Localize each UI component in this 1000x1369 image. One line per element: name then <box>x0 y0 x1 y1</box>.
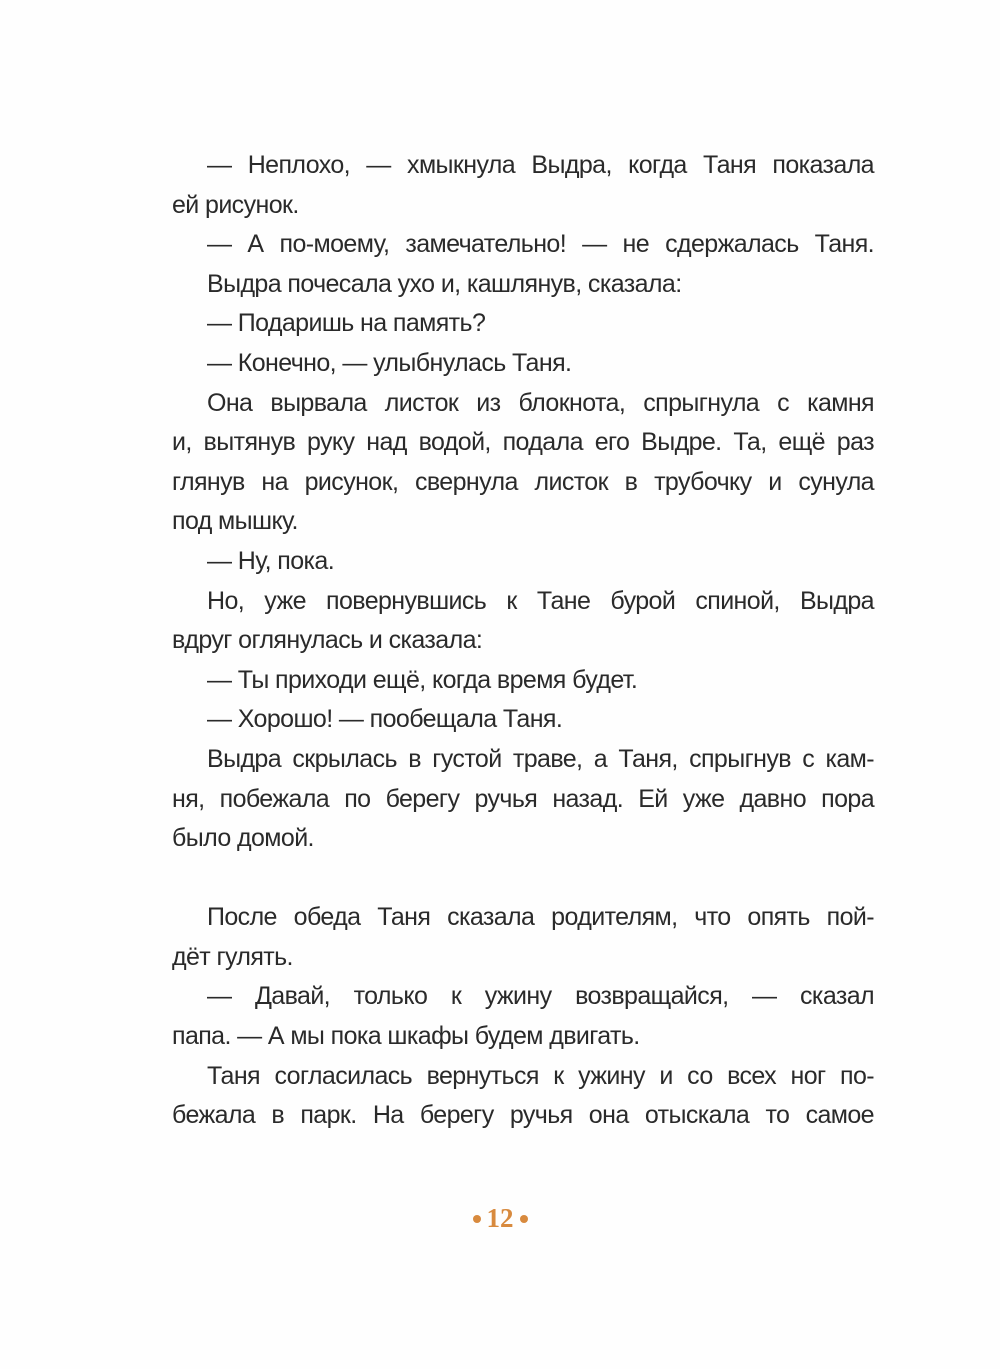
text-line: — Конечно, — улыбнулась Таня. <box>207 348 572 377</box>
paragraph <box>172 304 874 344</box>
body-text <box>172 146 874 1136</box>
text-line: ей рисунок. <box>172 190 299 219</box>
paragraph <box>172 740 874 859</box>
paragraph <box>172 661 874 701</box>
text-line: После обеда Таня сказала родителям, что опять пой- <box>207 903 874 932</box>
text-line: под мышку. <box>172 507 298 536</box>
text-line: — Хорошо! — пообещала Таня. <box>207 705 563 734</box>
text-line: — Ну, пока. <box>207 546 335 575</box>
text-line: глянув на рисунок, свернула листок в трубочку и сунула <box>172 467 874 496</box>
paragraph <box>172 582 874 661</box>
paragraph <box>172 384 874 542</box>
text-line: бежала в парк. На берегу ручья она отыскала то самое <box>172 1101 874 1130</box>
paragraph <box>172 344 874 384</box>
text-line: — Ты приходи ещё, когда время будет. <box>207 665 638 694</box>
text-line: — Давай, только к ужину возвращайся, — сказал <box>207 982 874 1011</box>
text-line: и, вытянув руку над водой, подала его Выдре. Та, ещё раз <box>172 428 874 457</box>
paragraph <box>172 146 874 225</box>
text-line: Таня согласилась вернуться к ужину и со всех ног по- <box>207 1061 874 1090</box>
text-line: было домой. <box>172 824 314 853</box>
page-number <box>0 1203 1000 1234</box>
text-line: — Неплохо, — хмыкнула Выдра, когда Таня показала <box>207 151 874 179</box>
paragraph <box>172 700 874 740</box>
bullet-icon <box>520 1215 528 1223</box>
paragraph <box>172 225 874 265</box>
page-number-value: 12 <box>486 1203 514 1233</box>
text-line: Она вырвала листок из блокнота, спрыгнула с камня <box>207 388 874 417</box>
text-line: папа. — А мы пока шкафы будем двигать. <box>172 1022 640 1051</box>
section-break <box>172 859 874 899</box>
text-line: дёт гулять. <box>172 942 293 971</box>
paragraph <box>172 898 874 977</box>
text-line: Но, уже повернувшись к Тане бурой спиной, Выдра <box>207 586 874 615</box>
text-line: ня, побежала по берегу ручья назад. Ей уже давно пора <box>172 784 874 813</box>
text-line: Выдра скрылась в густой траве, а Таня, спрыгнув с кам- <box>207 744 874 773</box>
bullet-icon <box>473 1215 481 1223</box>
paragraph <box>172 1057 874 1136</box>
paragraph <box>172 265 874 305</box>
text-line: вдруг оглянулась и сказала: <box>172 626 483 655</box>
paragraph <box>172 542 874 582</box>
paragraph <box>172 977 874 1056</box>
text-line: — Подаришь на память? <box>207 309 486 338</box>
text-line: Выдра почесала ухо и, кашлянув, сказала: <box>207 269 682 298</box>
text-line: — А по-моему, замечательно! — не сдержалась Таня. <box>207 230 874 259</box>
